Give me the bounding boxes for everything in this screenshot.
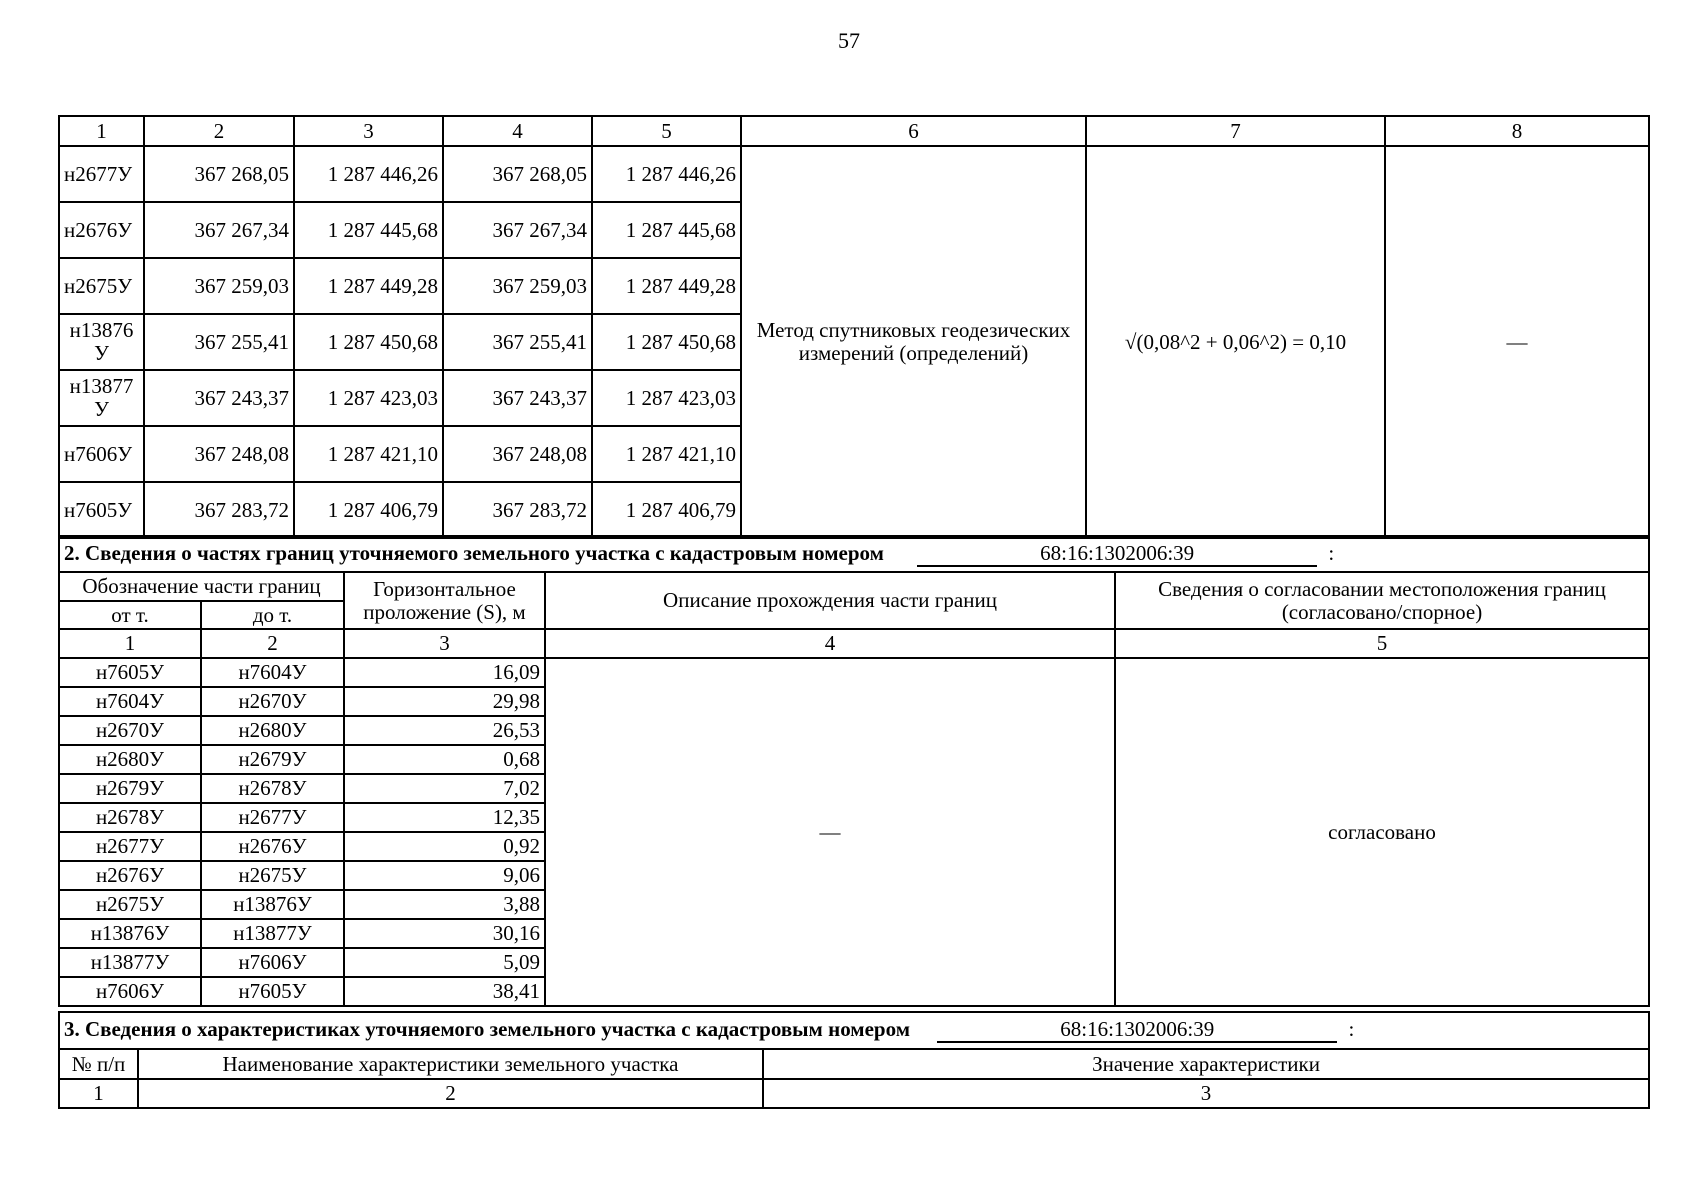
- method-cell: Метод спутниковых геодезических измерений (определений): [741, 146, 1086, 538]
- column-number: 5: [1115, 629, 1649, 658]
- y-refined: 1 287 406,79: [592, 482, 741, 538]
- y-existing: 1 287 446,26: [294, 146, 443, 202]
- x-existing: 367 255,41: [144, 314, 294, 370]
- distance: 38,41: [344, 977, 545, 1006]
- to-point: н2675У: [201, 861, 344, 890]
- x-refined: 367 243,37: [443, 370, 592, 426]
- x-existing: 367 283,72: [144, 482, 294, 538]
- distance: 26,53: [344, 716, 545, 745]
- from-point: н2670У: [59, 716, 201, 745]
- column-number: 7: [1086, 116, 1385, 146]
- description-header: Описание прохождения части границ: [545, 572, 1115, 629]
- column-number-row: [59, 629, 1649, 658]
- column-number: 3: [763, 1079, 1649, 1108]
- characteristics-table: [58, 1011, 1650, 1109]
- boundary-parts-table: [58, 535, 1650, 1007]
- distance: 0,92: [344, 832, 545, 861]
- point-name: н7606У: [59, 426, 144, 482]
- column-number: 6: [741, 116, 1086, 146]
- section-title-text: 3. Сведения о характеристиках уточняемого земельного участка с кадастровым номером: [64, 1017, 911, 1041]
- header-row: [59, 572, 1649, 601]
- x-refined: 367 259,03: [443, 258, 592, 314]
- accuracy-cell: √(0,08^2 + 0,06^2) = 0,10: [1086, 146, 1385, 538]
- to-point: н2678У: [201, 774, 344, 803]
- column-number: 4: [443, 116, 592, 146]
- from-point: н2678У: [59, 803, 201, 832]
- y-refined: 1 287 421,10: [592, 426, 741, 482]
- column-number: 2: [138, 1079, 763, 1108]
- section-title-row: [59, 536, 1649, 572]
- value-header: Значение характеристики: [763, 1049, 1649, 1079]
- y-existing: 1 287 406,79: [294, 482, 443, 538]
- column-number: 8: [1385, 116, 1649, 146]
- from-point: н13877У: [59, 948, 201, 977]
- description-cell: —: [545, 658, 1115, 1006]
- distance: 29,98: [344, 687, 545, 716]
- y-existing: 1 287 423,03: [294, 370, 443, 426]
- y-refined: 1 287 446,26: [592, 146, 741, 202]
- column-number: 3: [294, 116, 443, 146]
- y-existing: 1 287 445,68: [294, 202, 443, 258]
- column-number-row: [59, 1079, 1649, 1108]
- distance: 30,16: [344, 919, 545, 948]
- y-refined: 1 287 423,03: [592, 370, 741, 426]
- column-number: 3: [344, 629, 545, 658]
- from-point: н2677У: [59, 832, 201, 861]
- header-row: [59, 1049, 1649, 1079]
- horizontal-header: Горизонтальное проложение (S), м: [344, 572, 545, 629]
- to-point: н7606У: [201, 948, 344, 977]
- x-refined: 367 255,41: [443, 314, 592, 370]
- from-point: н2680У: [59, 745, 201, 774]
- y-existing: 1 287 449,28: [294, 258, 443, 314]
- x-existing: 367 259,03: [144, 258, 294, 314]
- column-number: 1: [59, 629, 201, 658]
- point-name: н2675У: [59, 258, 144, 314]
- distance: 5,09: [344, 948, 545, 977]
- num-header: № п/п: [59, 1049, 138, 1079]
- to-point: н2670У: [201, 687, 344, 716]
- column-number: 2: [144, 116, 294, 146]
- x-existing: 367 243,37: [144, 370, 294, 426]
- distance: 16,09: [344, 658, 545, 687]
- distance: 3,88: [344, 890, 545, 919]
- y-existing: 1 287 421,10: [294, 426, 443, 482]
- x-refined: 367 283,72: [443, 482, 592, 538]
- table-row: [59, 146, 1649, 202]
- to-point: н7604У: [201, 658, 344, 687]
- from-point: н2676У: [59, 861, 201, 890]
- section-2-title: [59, 536, 1649, 572]
- agreement-header: Сведения о согласовании местоположения границ (согласовано/спорное): [1115, 572, 1649, 629]
- designation-header: Обозначение части границ: [59, 572, 344, 601]
- to-header: до т.: [201, 601, 344, 629]
- page-number: 57: [838, 28, 860, 53]
- section-3-title: [59, 1012, 1649, 1049]
- to-point: н2677У: [201, 803, 344, 832]
- x-refined: 367 267,34: [443, 202, 592, 258]
- point-name: н13877 У: [59, 370, 144, 426]
- title-suffix: :: [1328, 540, 1335, 565]
- column-number: 4: [545, 629, 1115, 658]
- cadastral-number: 68:16:1302006:39: [937, 1018, 1337, 1043]
- x-existing: 367 248,08: [144, 426, 294, 482]
- to-point: н13877У: [201, 919, 344, 948]
- from-header: от т.: [59, 601, 201, 629]
- from-point: н7605У: [59, 658, 201, 687]
- x-refined: 367 248,08: [443, 426, 592, 482]
- distance: 12,35: [344, 803, 545, 832]
- col8-cell: —: [1385, 146, 1649, 538]
- section-title-row: [59, 1012, 1649, 1049]
- point-name: н2677У: [59, 146, 144, 202]
- y-refined: 1 287 445,68: [592, 202, 741, 258]
- y-refined: 1 287 449,28: [592, 258, 741, 314]
- point-name: н13876 У: [59, 314, 144, 370]
- x-refined: 367 268,05: [443, 146, 592, 202]
- title-suffix: :: [1348, 1017, 1355, 1041]
- x-existing: 367 267,34: [144, 202, 294, 258]
- from-point: н7604У: [59, 687, 201, 716]
- from-point: н7606У: [59, 977, 201, 1006]
- column-number-row: [59, 116, 1649, 146]
- agreement-cell: согласовано: [1115, 658, 1649, 1006]
- to-point: н13876У: [201, 890, 344, 919]
- x-existing: 367 268,05: [144, 146, 294, 202]
- column-number: 2: [201, 629, 344, 658]
- distance: 7,02: [344, 774, 545, 803]
- column-number: 1: [59, 116, 144, 146]
- cadastral-number: 68:16:1302006:39: [917, 542, 1317, 567]
- name-header: Наименование характеристики земельного участка: [138, 1049, 763, 1079]
- column-number: 5: [592, 116, 741, 146]
- coordinates-table: [58, 115, 1650, 539]
- from-point: н13876У: [59, 919, 201, 948]
- y-refined: 1 287 450,68: [592, 314, 741, 370]
- distance: 0,68: [344, 745, 545, 774]
- column-number: 1: [59, 1079, 138, 1108]
- from-point: н2679У: [59, 774, 201, 803]
- to-point: н2680У: [201, 716, 344, 745]
- y-existing: 1 287 450,68: [294, 314, 443, 370]
- from-point: н2675У: [59, 890, 201, 919]
- point-name: н2676У: [59, 202, 144, 258]
- distance: 9,06: [344, 861, 545, 890]
- to-point: н2679У: [201, 745, 344, 774]
- to-point: н7605У: [201, 977, 344, 1006]
- to-point: н2676У: [201, 832, 344, 861]
- point-name: н7605У: [59, 482, 144, 538]
- table-row: [59, 658, 1649, 687]
- section-title-text: 2. Сведения о частях границ уточняемого земельного участка с кадастровым номером: [64, 540, 884, 565]
